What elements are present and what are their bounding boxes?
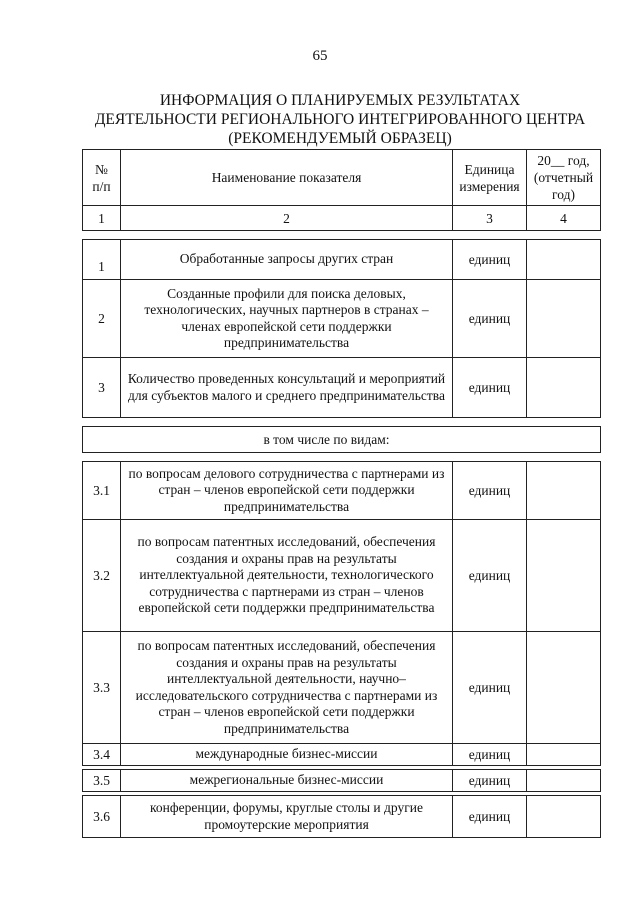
subheading: в том числе по видам: <box>83 427 601 453</box>
header-unit-line: Единица <box>464 161 515 177</box>
table-row <box>83 240 601 280</box>
table-row <box>83 796 601 838</box>
table-row <box>83 280 601 358</box>
column-number: 1 <box>83 206 121 231</box>
header-unit-line: измерения <box>459 178 520 194</box>
table-row <box>83 744 601 766</box>
row-name: конференции, форумы, круглые столы и другие промоутерские мероприятия <box>121 796 453 838</box>
row-unit: единиц <box>453 744 527 766</box>
row-name: межрегиональные бизнес-миссии <box>121 770 453 792</box>
header-num-line: п/п <box>92 178 111 194</box>
table-header-row <box>83 150 601 206</box>
row-name: Созданные профили для поиска деловых, технологических, научных партнеров в странах – членах европейской сети поддержки предпринимательства <box>121 280 453 358</box>
table-gap <box>83 453 601 462</box>
row-name: Обработанные запросы других стран <box>121 240 453 280</box>
table-gap <box>83 418 601 427</box>
title-line: (РЕКОМЕНДУЕМЫЙ ОБРАЗЕЦ) <box>228 130 452 147</box>
table-row <box>83 770 601 792</box>
row-unit: единиц <box>453 240 527 280</box>
row-number: 3.5 <box>83 770 121 792</box>
row-name: по вопросам делового сотрудничества с партнерами из стран – членов европейской сети поддержки предпринимательства <box>121 462 453 520</box>
header-num-line: № <box>95 161 108 177</box>
table-row <box>83 632 601 744</box>
title-line: ИНФОРМАЦИЯ О ПЛАНИРУЕМЫХ РЕЗУЛЬТАТАХ <box>159 92 521 109</box>
row-value <box>527 520 601 632</box>
row-value <box>527 744 601 766</box>
row-unit: единиц <box>453 632 527 744</box>
row-number: 3.6 <box>83 796 121 838</box>
header-unit <box>453 150 527 206</box>
row-value <box>527 632 601 744</box>
row-number: 3.3 <box>83 632 121 744</box>
table-gap <box>83 231 601 240</box>
table-row <box>83 520 601 632</box>
column-number: 4 <box>527 206 601 231</box>
column-number: 3 <box>453 206 527 231</box>
row-unit: единиц <box>453 520 527 632</box>
row-name: по вопросам патентных исследований, обеспечения создания и охраны прав на результаты интеллектуальной деятельности, технологического сотрудничества с партнерами из стран – членов европейской сети поддержки предпринимательства <box>121 520 453 632</box>
column-number: 2 <box>121 206 453 231</box>
row-value <box>527 280 601 358</box>
row-value <box>527 796 601 838</box>
row-number: 3 <box>83 358 121 418</box>
row-number: 3.2 <box>83 520 121 632</box>
row-value <box>527 240 601 280</box>
row-number: 3.1 <box>83 462 121 520</box>
header-year-line: год) <box>552 187 575 202</box>
title-line: ДЕЯТЕЛЬНОСТИ РЕГИОНАЛЬНОГО ИНТЕГРИРОВАННОГО ЦЕНТРА <box>94 111 586 128</box>
row-unit: единиц <box>453 358 527 418</box>
column-numbers-row <box>83 206 601 231</box>
document-title <box>90 91 590 148</box>
row-value <box>527 462 601 520</box>
header-year-line: 20__ год, <box>537 153 590 168</box>
header-year-line: (отчетный <box>533 170 594 185</box>
header-year <box>527 150 601 206</box>
row-name: Количество проведенных консультаций и мероприятий для субъектов малого и среднего предпринимательства <box>121 358 453 418</box>
row-value <box>527 358 601 418</box>
row-value <box>527 770 601 792</box>
row-unit: единиц <box>453 280 527 358</box>
header-num <box>83 150 121 206</box>
subheading-row <box>83 427 601 453</box>
row-number: 1 <box>83 240 121 280</box>
row-unit: единиц <box>453 796 527 838</box>
row-unit: единиц <box>453 462 527 520</box>
row-name: международные бизнес-миссии <box>121 744 453 766</box>
results-table <box>82 149 601 838</box>
row-name: по вопросам патентных исследований, обеспечения создания и охраны прав на результаты интеллектуальной деятельности, научно–исследовательского сотрудничества с партнерами из стран – членов европейской сети поддержки предпринимательства <box>121 632 453 744</box>
row-number: 2 <box>83 280 121 358</box>
table-row <box>83 462 601 520</box>
table-row <box>83 358 601 418</box>
row-unit: единиц <box>453 770 527 792</box>
header-name: Наименование показателя <box>121 150 453 206</box>
row-number: 3.4 <box>83 744 121 766</box>
page-number: 65 <box>312 48 328 64</box>
